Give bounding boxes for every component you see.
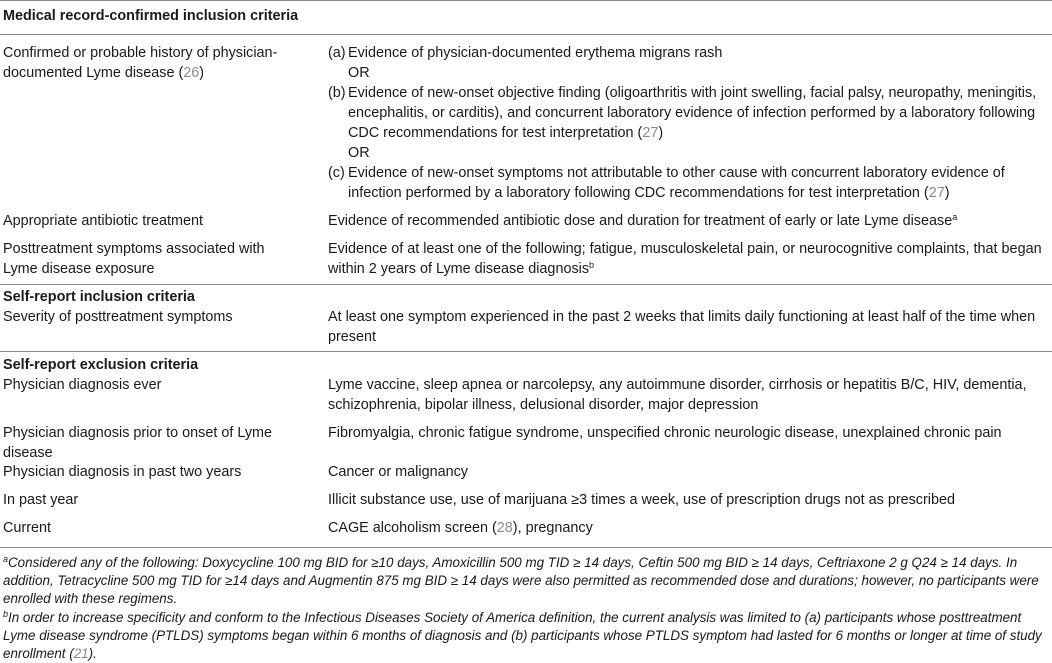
row-criteria: Lyme vaccine, sleep apnea or narcolepsy, any autoimmune disorder, cirrhosis or hepatitis B/C, HIV, dementia, schizophrenia, bipolar illness, delusional disorder, major depression — [328, 377, 1027, 413]
row-criteria: CAGE alcoholism screen (28), pregnancy — [328, 520, 593, 536]
section-rule — [0, 351, 1052, 352]
citation-link[interactable]: 27 — [642, 125, 659, 141]
section-heading-inclusion: Self-report inclusion criteria — [3, 289, 195, 305]
or-separator: OR — [348, 65, 370, 81]
row-criteria: At least one symptom experienced in the past 2 weeks that limits daily functioning at least half of the time when present — [328, 309, 1036, 345]
section-rule — [0, 284, 1052, 285]
criterion-a: (a) Evidence of physician-documented erythema migrans rash — [328, 45, 723, 61]
citation-link[interactable]: 27 — [928, 185, 945, 201]
row-label: Physician diagnosis ever — [3, 377, 162, 393]
row-criteria — [328, 43, 1046, 203]
citation-link[interactable]: 26 — [183, 65, 200, 81]
row-label: Physician diagnosis prior to onset of Lyme disease — [3, 425, 273, 461]
top-rule — [0, 0, 1052, 1]
row-label: Posttreatment symptoms associated with Lyme disease exposure — [3, 241, 265, 277]
row-label: Physician diagnosis in past two years — [3, 464, 242, 480]
row-criteria: Cancer or malignancy — [328, 464, 468, 480]
citation-link[interactable]: 21 — [73, 646, 89, 661]
heading-rule — [0, 34, 1052, 35]
criterion-b: (b) Evidence of new-onset objective finding (oligoarthritis with joint swelling, facial palsy, neuropathy, meningitis, encephalitis, or carditis), and concurrent laboratory evidence of infection performed by a laboratory following CDC recommendations for test interpretation (27) — [328, 85, 1037, 141]
footnote-marker: a — [952, 212, 958, 222]
row-label: Confirmed or probable history of physician-documented Lyme disease (26) — [3, 45, 278, 81]
table-heading: Medical record-confirmed inclusion criteria — [3, 8, 299, 24]
row-label: Severity of posttreatment symptoms — [3, 309, 233, 325]
footnote-b: $^b$In order to increase specificity and conform to the Infectious Diseases Society of America definition, the current analysis was limited to (a) participants whose posttreatment Lyme disease syndrome (PTLDS) symptoms began within 6 months of diagnosis and (b) participants whose PTLDS symptom had lasted for 6 months or longer at time of study enrollment (21). — [3, 609, 1042, 661]
citation-link[interactable]: 28 — [496, 520, 513, 536]
row-criteria: Fibromyalgia, chronic fatigue syndrome, unspecified chronic neurologic disease, unexplained chronic pain — [328, 425, 1002, 441]
section-heading-exclusion: Self-report exclusion criteria — [3, 357, 199, 373]
footnote-a: $^a$Considered any of the following: Doxycycline 100 mg BID for ≥10 days, Amoxicillin 500 mg TID ≥ 14 days, Ceftin 500 mg BID ≥ 14 days, Ceftriaxone 2 g Q24 ≥ 14 days. In addition, Tetracycline 500 mg TID for ≥14 days and Augmentin 875 mg BID ≥ 14 days were also permitted as recommended dose and durations; however, no participants were enrolled with these regimens. — [3, 554, 1039, 606]
row-criteria: Illicit substance use, use of marijuana ≥3 times a week, use of prescription drugs not as prescribed — [328, 492, 956, 508]
row-label: Appropriate antibiotic treatment — [3, 213, 203, 229]
row-criteria: Evidence of at least one of the following; fatigue, musculoskeletal pain, or neurocognitive complaints, that began within 2 years of Lyme disease diagnosis$^b$ — [328, 241, 1042, 277]
row-criteria: Evidence of recommended antibiotic dose and duration for treatment of early or late Lyme disease$^a$ — [328, 212, 958, 229]
row-label: Current — [3, 520, 51, 536]
footnote-marker: b — [589, 260, 595, 270]
or-separator: OR — [348, 145, 370, 161]
bottom-rule — [0, 547, 1052, 548]
row-label: In past year — [3, 492, 79, 508]
criterion-c: (c) Evidence of new-onset symptoms not attributable to other cause with concurrent laboratory evidence of infection performed by a laboratory following CDC recommendations for test interpretation (27) — [328, 165, 1005, 201]
